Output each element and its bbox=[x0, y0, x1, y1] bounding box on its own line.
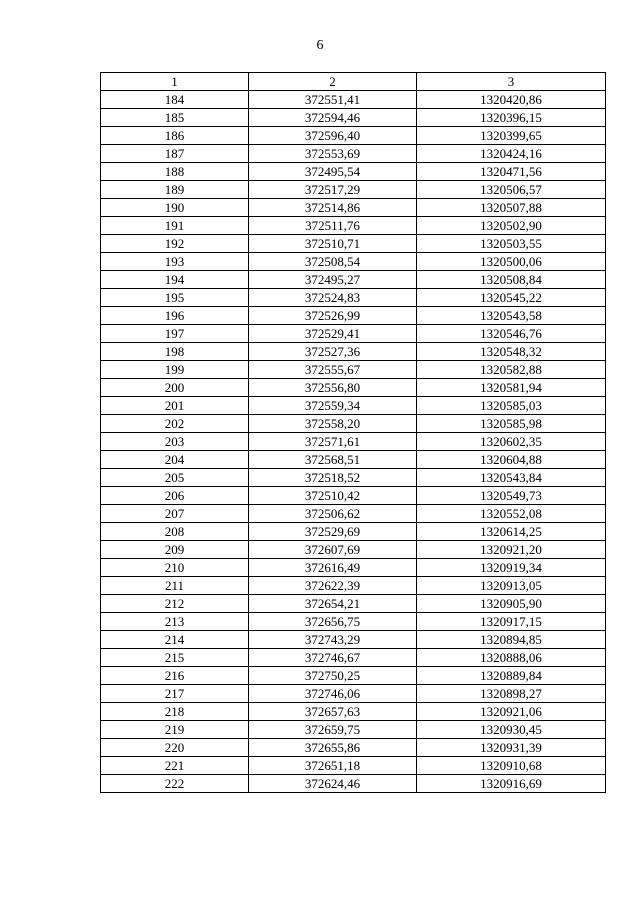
point-number-cell: 204 bbox=[101, 451, 249, 469]
y-coordinate-cell: 1320549,73 bbox=[417, 487, 606, 505]
y-coordinate-cell: 1320614,25 bbox=[417, 523, 606, 541]
x-coordinate-cell: 372596,40 bbox=[249, 127, 417, 145]
point-number-cell: 198 bbox=[101, 343, 249, 361]
point-number-cell: 220 bbox=[101, 739, 249, 757]
x-coordinate-cell: 372524,83 bbox=[249, 289, 417, 307]
y-coordinate-cell: 1320399,65 bbox=[417, 127, 606, 145]
y-coordinate-cell: 1320921,06 bbox=[417, 703, 606, 721]
x-coordinate-cell: 372622,39 bbox=[249, 577, 417, 595]
table-row bbox=[101, 343, 606, 361]
table-row bbox=[101, 523, 606, 541]
table-row bbox=[101, 631, 606, 649]
table-row bbox=[101, 127, 606, 145]
x-coordinate-cell: 372555,67 bbox=[249, 361, 417, 379]
table-row bbox=[101, 109, 606, 127]
y-coordinate-cell: 1320581,94 bbox=[417, 379, 606, 397]
page-number: 6 bbox=[316, 38, 324, 53]
y-coordinate-cell: 1320543,58 bbox=[417, 307, 606, 325]
x-coordinate-cell: 372518,52 bbox=[249, 469, 417, 487]
y-coordinate-cell: 1320500,06 bbox=[417, 253, 606, 271]
point-number-cell: 186 bbox=[101, 127, 249, 145]
table-row bbox=[101, 703, 606, 721]
x-coordinate-cell: 372551,41 bbox=[249, 91, 417, 109]
y-coordinate-cell: 1320919,34 bbox=[417, 559, 606, 577]
table-row bbox=[101, 397, 606, 415]
table-header-row bbox=[101, 73, 606, 91]
point-number-cell: 207 bbox=[101, 505, 249, 523]
point-number-cell: 222 bbox=[101, 775, 249, 793]
x-coordinate-cell: 372495,27 bbox=[249, 271, 417, 289]
x-coordinate-cell: 372571,61 bbox=[249, 433, 417, 451]
x-coordinate-cell: 372529,41 bbox=[249, 325, 417, 343]
y-coordinate-cell: 1320508,84 bbox=[417, 271, 606, 289]
point-number-cell: 203 bbox=[101, 433, 249, 451]
x-coordinate-cell: 372508,54 bbox=[249, 253, 417, 271]
x-coordinate-cell: 372594,46 bbox=[249, 109, 417, 127]
point-number-cell: 210 bbox=[101, 559, 249, 577]
point-number-cell: 188 bbox=[101, 163, 249, 181]
point-number-cell: 187 bbox=[101, 145, 249, 163]
point-number-cell: 197 bbox=[101, 325, 249, 343]
y-coordinate-cell: 1320931,39 bbox=[417, 739, 606, 757]
table-row bbox=[101, 757, 606, 775]
x-coordinate-cell: 372659,75 bbox=[249, 721, 417, 739]
table-row bbox=[101, 361, 606, 379]
table-row bbox=[101, 217, 606, 235]
table-row bbox=[101, 91, 606, 109]
table-row bbox=[101, 235, 606, 253]
x-coordinate-cell: 372527,36 bbox=[249, 343, 417, 361]
point-number-cell: 209 bbox=[101, 541, 249, 559]
y-coordinate-cell: 1320913,05 bbox=[417, 577, 606, 595]
y-coordinate-cell: 1320552,08 bbox=[417, 505, 606, 523]
x-coordinate-cell: 372529,69 bbox=[249, 523, 417, 541]
y-coordinate-cell: 1320582,88 bbox=[417, 361, 606, 379]
y-coordinate-cell: 1320604,88 bbox=[417, 451, 606, 469]
y-coordinate-cell: 1320424,16 bbox=[417, 145, 606, 163]
point-number-cell: 196 bbox=[101, 307, 249, 325]
table-row bbox=[101, 577, 606, 595]
point-number-cell: 195 bbox=[101, 289, 249, 307]
y-coordinate-cell: 1320548,32 bbox=[417, 343, 606, 361]
point-number-cell: 189 bbox=[101, 181, 249, 199]
y-coordinate-cell: 1320545,22 bbox=[417, 289, 606, 307]
table-row bbox=[101, 613, 606, 631]
y-coordinate-cell: 1320898,27 bbox=[417, 685, 606, 703]
x-coordinate-cell: 372510,42 bbox=[249, 487, 417, 505]
table-row bbox=[101, 595, 606, 613]
x-coordinate-cell: 372556,80 bbox=[249, 379, 417, 397]
y-coordinate-cell: 1320910,68 bbox=[417, 757, 606, 775]
y-coordinate-cell: 1320585,03 bbox=[417, 397, 606, 415]
point-number-cell: 221 bbox=[101, 757, 249, 775]
table-row bbox=[101, 721, 606, 739]
table-row bbox=[101, 307, 606, 325]
table-row bbox=[101, 181, 606, 199]
y-coordinate-cell: 1320921,20 bbox=[417, 541, 606, 559]
y-coordinate-cell: 1320916,69 bbox=[417, 775, 606, 793]
y-coordinate-cell: 1320602,35 bbox=[417, 433, 606, 451]
y-coordinate-cell: 1320507,88 bbox=[417, 199, 606, 217]
table-row bbox=[101, 505, 606, 523]
y-coordinate-cell: 1320420,86 bbox=[417, 91, 606, 109]
point-number-cell: 208 bbox=[101, 523, 249, 541]
table-row bbox=[101, 685, 606, 703]
point-number-cell: 199 bbox=[101, 361, 249, 379]
point-number-cell: 217 bbox=[101, 685, 249, 703]
table-row bbox=[101, 451, 606, 469]
point-number-cell: 218 bbox=[101, 703, 249, 721]
y-coordinate-cell: 1320502,90 bbox=[417, 217, 606, 235]
point-number-cell: 184 bbox=[101, 91, 249, 109]
x-coordinate-cell: 372657,63 bbox=[249, 703, 417, 721]
point-number-cell: 201 bbox=[101, 397, 249, 415]
point-number-cell: 193 bbox=[101, 253, 249, 271]
table-row bbox=[101, 739, 606, 757]
y-coordinate-cell: 1320917,15 bbox=[417, 613, 606, 631]
point-number-cell: 200 bbox=[101, 379, 249, 397]
table-row bbox=[101, 325, 606, 343]
point-number-cell: 202 bbox=[101, 415, 249, 433]
y-coordinate-cell: 1320506,57 bbox=[417, 181, 606, 199]
y-coordinate-cell: 1320585,98 bbox=[417, 415, 606, 433]
table-row bbox=[101, 289, 606, 307]
table-row bbox=[101, 433, 606, 451]
point-number-cell: 194 bbox=[101, 271, 249, 289]
point-number-cell: 212 bbox=[101, 595, 249, 613]
y-coordinate-cell: 1320471,56 bbox=[417, 163, 606, 181]
y-coordinate-cell: 1320503,55 bbox=[417, 235, 606, 253]
y-coordinate-cell: 1320930,45 bbox=[417, 721, 606, 739]
x-coordinate-cell: 372607,69 bbox=[249, 541, 417, 559]
table-row bbox=[101, 163, 606, 181]
table-row bbox=[101, 649, 606, 667]
point-number-cell: 185 bbox=[101, 109, 249, 127]
y-coordinate-cell: 1320894,85 bbox=[417, 631, 606, 649]
point-number-cell: 215 bbox=[101, 649, 249, 667]
x-coordinate-cell: 372553,69 bbox=[249, 145, 417, 163]
table-body bbox=[101, 91, 606, 793]
y-coordinate-cell: 1320888,06 bbox=[417, 649, 606, 667]
point-number-cell: 205 bbox=[101, 469, 249, 487]
y-coordinate-cell: 1320546,76 bbox=[417, 325, 606, 343]
x-coordinate-cell: 372655,86 bbox=[249, 739, 417, 757]
x-coordinate-cell: 372526,99 bbox=[249, 307, 417, 325]
x-coordinate-cell: 372517,29 bbox=[249, 181, 417, 199]
x-coordinate-cell: 372616,49 bbox=[249, 559, 417, 577]
table-row bbox=[101, 487, 606, 505]
x-coordinate-cell: 372624,46 bbox=[249, 775, 417, 793]
x-coordinate-cell: 372506,62 bbox=[249, 505, 417, 523]
table-row bbox=[101, 415, 606, 433]
table-row bbox=[101, 199, 606, 217]
y-coordinate-cell: 1320889,84 bbox=[417, 667, 606, 685]
y-coordinate-cell: 1320905,90 bbox=[417, 595, 606, 613]
x-coordinate-cell: 372495,54 bbox=[249, 163, 417, 181]
point-number-cell: 191 bbox=[101, 217, 249, 235]
column-header-point-number: 1 bbox=[101, 73, 249, 91]
table-row bbox=[101, 559, 606, 577]
x-coordinate-cell: 372750,25 bbox=[249, 667, 417, 685]
point-number-cell: 206 bbox=[101, 487, 249, 505]
y-coordinate-cell: 1320543,84 bbox=[417, 469, 606, 487]
x-coordinate-cell: 372743,29 bbox=[249, 631, 417, 649]
x-coordinate-cell: 372510,71 bbox=[249, 235, 417, 253]
table-row bbox=[101, 271, 606, 289]
table-row bbox=[101, 253, 606, 271]
x-coordinate-cell: 372746,67 bbox=[249, 649, 417, 667]
point-number-cell: 213 bbox=[101, 613, 249, 631]
x-coordinate-cell: 372514,86 bbox=[249, 199, 417, 217]
point-number-cell: 216 bbox=[101, 667, 249, 685]
column-header-y-coordinate: 3 bbox=[417, 73, 606, 91]
table-row bbox=[101, 667, 606, 685]
table-row bbox=[101, 145, 606, 163]
point-number-cell: 192 bbox=[101, 235, 249, 253]
x-coordinate-cell: 372559,34 bbox=[249, 397, 417, 415]
column-header-x-coordinate: 2 bbox=[249, 73, 417, 91]
coordinates-table bbox=[100, 72, 606, 793]
table-row bbox=[101, 379, 606, 397]
x-coordinate-cell: 372568,51 bbox=[249, 451, 417, 469]
x-coordinate-cell: 372746,06 bbox=[249, 685, 417, 703]
point-number-cell: 219 bbox=[101, 721, 249, 739]
x-coordinate-cell: 372511,76 bbox=[249, 217, 417, 235]
x-coordinate-cell: 372651,18 bbox=[249, 757, 417, 775]
point-number-cell: 214 bbox=[101, 631, 249, 649]
point-number-cell: 190 bbox=[101, 199, 249, 217]
table-row bbox=[101, 469, 606, 487]
point-number-cell: 211 bbox=[101, 577, 249, 595]
x-coordinate-cell: 372654,21 bbox=[249, 595, 417, 613]
table-row bbox=[101, 775, 606, 793]
x-coordinate-cell: 372656,75 bbox=[249, 613, 417, 631]
x-coordinate-cell: 372558,20 bbox=[249, 415, 417, 433]
table-row bbox=[101, 541, 606, 559]
y-coordinate-cell: 1320396,15 bbox=[417, 109, 606, 127]
